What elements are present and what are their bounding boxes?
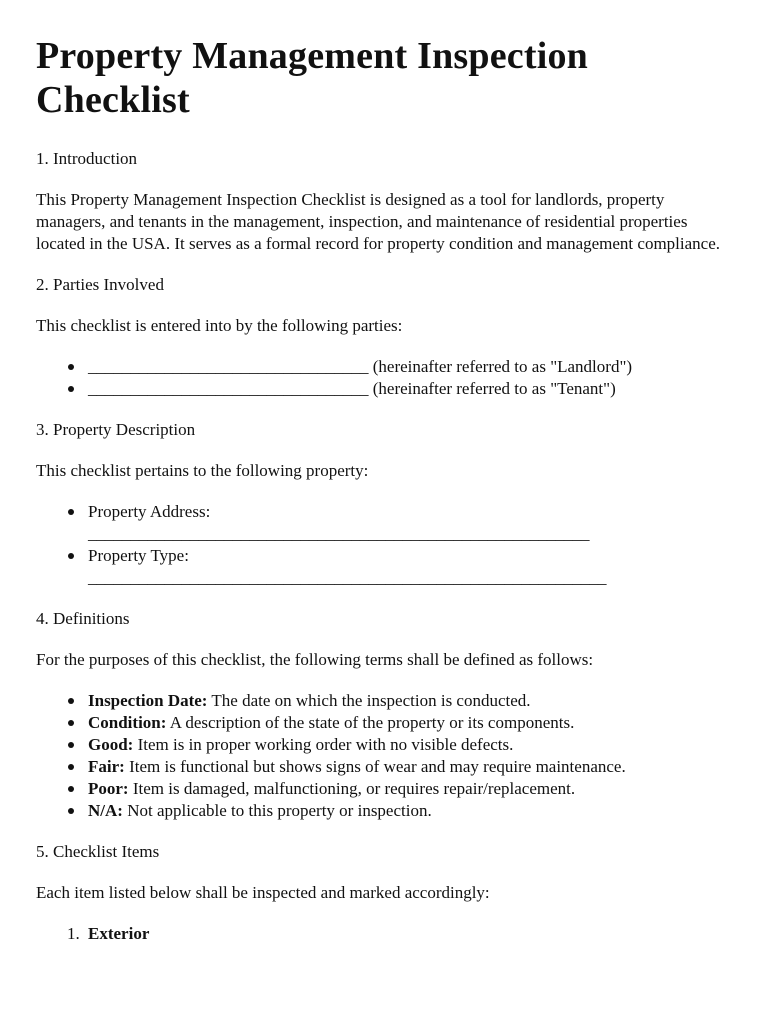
definition-term: Fair:: [88, 757, 125, 776]
introduction-paragraph: This Property Management Inspection Checklist is designed as a tool for landlords, property managers, and tenants in the management, inspection, and maintenance of residential properties located in the USA. It serves as a formal record for property condition and management compliance.: [36, 190, 721, 253]
definition-term: Inspection Date:: [88, 691, 208, 710]
section-heading-parties: 2. Parties Involved: [36, 275, 164, 294]
property-type-label: Property Type:: [88, 546, 189, 565]
definition-desc: The date on which the inspection is conducted.: [207, 691, 531, 710]
definition-item: [88, 734, 734, 756]
definitions-paragraph: For the purposes of this checklist, the following terms shall be defined as follows:: [36, 650, 594, 669]
definition-item: [88, 778, 734, 800]
definitions-list: [36, 690, 734, 822]
definition-term: Condition:: [88, 713, 167, 732]
parties-paragraph: This checklist is entered into by the following parties:: [36, 316, 403, 335]
property-address-label: Property Address:: [88, 502, 211, 521]
list-item-property-address: [88, 501, 734, 545]
definition-desc: Item is functional but shows signs of wear and may require maintenance.: [124, 757, 626, 776]
checklist-item-number: 1.: [67, 924, 80, 943]
definition-term: N/A:: [88, 801, 123, 820]
definition-term: Good:: [88, 735, 134, 754]
definition-item: [88, 800, 734, 822]
property-type-blank: _____________________________________________________________: [88, 568, 607, 587]
checklist-list: [36, 923, 734, 945]
checklist-item-exterior: [67, 923, 734, 945]
parties-list: [36, 356, 734, 400]
definition-desc: Item is in proper working order with no visible defects.: [133, 735, 514, 754]
definition-desc: A description of the state of the property or its components.: [166, 713, 575, 732]
checklist-item-label: Exterior: [88, 924, 150, 943]
list-item-property-type: [88, 545, 734, 589]
checklist-paragraph: Each item listed below shall be inspected and marked accordingly:: [36, 883, 490, 902]
section-heading-definitions: 4. Definitions: [36, 609, 130, 628]
property-paragraph: This checklist pertains to the following property:: [36, 461, 369, 480]
property-list: [36, 501, 734, 589]
section-heading-property: 3. Property Description: [36, 420, 196, 439]
section-heading-checklist: 5. Checklist Items: [36, 842, 160, 861]
definition-desc: Not applicable to this property or inspection.: [122, 801, 432, 820]
section-heading-introduction: 1. Introduction: [36, 149, 138, 168]
definition-term: Poor:: [88, 779, 129, 798]
property-address-blank: ___________________________________________________________: [88, 524, 590, 543]
list-item-tenant: _________________________________ (hereinafter referred to as "Tenant"): [88, 378, 734, 400]
document-title: Property Management Inspection Checklist: [36, 35, 589, 121]
definition-item: [88, 690, 734, 712]
definition-item: [88, 712, 734, 734]
definition-desc: Item is damaged, malfunctioning, or requires repair/replacement.: [128, 779, 576, 798]
list-item-landlord: _________________________________ (hereinafter referred to as "Landlord"): [88, 356, 734, 378]
definition-item: [88, 756, 734, 778]
